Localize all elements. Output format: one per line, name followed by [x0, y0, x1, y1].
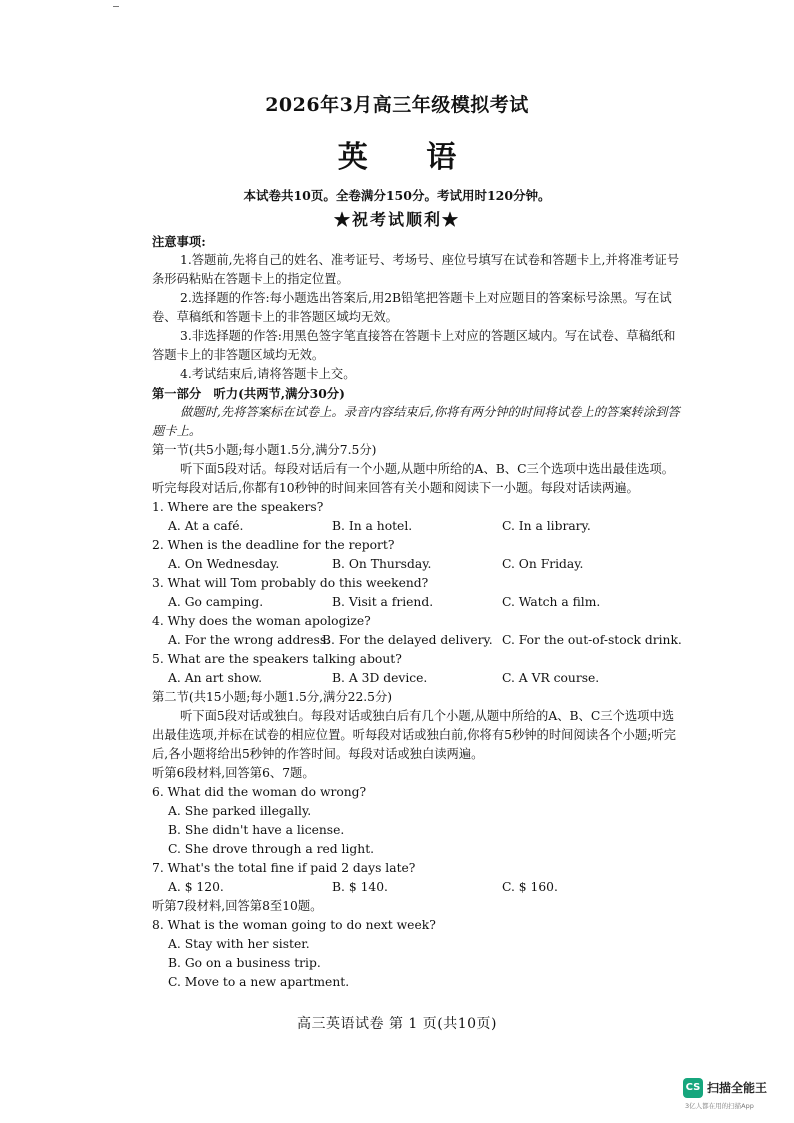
- cs-logo-icon: CS: [683, 1078, 703, 1098]
- notice-item-4: 4.考试结束后,请将答题卡上交。: [180, 367, 356, 381]
- question-6: 6. What did the woman do wrong?: [152, 785, 367, 799]
- scanner-watermark: [683, 1078, 783, 1114]
- question-3-options: [152, 593, 682, 612]
- question-2-options: [152, 555, 682, 574]
- section2-heading: 第二节(共15小题;每小题1.5分,满分22.5分): [152, 690, 393, 704]
- question-3: 3. What will Tom probably do this weekend?: [152, 576, 429, 590]
- option-a: A. At a café.: [168, 519, 244, 533]
- corner-mark: [113, 6, 119, 7]
- question-7-options: [152, 878, 682, 897]
- exam-info: 本试卷共10页。全卷满分150分。考试用时120分钟。: [243, 188, 551, 203]
- question-8-option-b: B. Go on a business trip.: [168, 956, 321, 970]
- option-c: C. Watch a film.: [502, 595, 601, 609]
- option-b: B. A 3D device.: [332, 671, 428, 685]
- material-7-label: 听第7段材料,回答第8至10题。: [152, 899, 323, 913]
- question-1-options: [152, 517, 682, 536]
- option-b: B. For the delayed delivery.: [322, 633, 493, 647]
- question-2: 2. When is the deadline for the report?: [152, 538, 395, 552]
- option-b: B. In a hotel.: [332, 519, 413, 533]
- notice-title: 注意事项:: [152, 234, 206, 249]
- question-8: 8. What is the woman going to do next week?: [152, 918, 436, 932]
- exam-title: 2026年3月高三年级模拟考试: [265, 94, 529, 116]
- option-a: A. An art show.: [168, 671, 263, 685]
- scanner-tagline: 3亿人都在用的扫描App: [685, 1102, 754, 1110]
- option-c: C. A VR course.: [502, 671, 600, 685]
- part1-note: 做题时,先将答案标在试卷上。录音内容结束后,你将有两分钟的时间将试卷上的答案转涂到答题卡上。: [152, 405, 680, 438]
- notice-item-2: 2.选择题的作答:每小题选出答案后,用2B铅笔把答题卡上对应题目的答案标号涂黑。写在试卷、草稿纸和答题卡上的非答题区域均无效。: [152, 291, 672, 324]
- option-b: B. On Thursday.: [332, 557, 432, 571]
- option-a: A. Go camping.: [168, 595, 264, 609]
- question-8-option-c: C. Move to a new apartment.: [168, 975, 350, 989]
- option-a: A. $ 120.: [168, 880, 224, 894]
- section1-heading: 第一节(共5小题;每小题1.5分,满分7.5分): [152, 443, 377, 457]
- question-7: 7. What's the total fine if paid 2 days late?: [152, 861, 416, 875]
- question-6-option-a: A. She parked illegally.: [168, 804, 312, 818]
- option-c: C. In a library.: [502, 519, 591, 533]
- option-c: C. For the out-of-stock drink.: [502, 633, 682, 647]
- scanner-app-name: 扫描全能王: [707, 1081, 768, 1095]
- option-c: C. On Friday.: [502, 557, 584, 571]
- question-6-option-c: C. She drove through a red light.: [168, 842, 375, 856]
- option-b: B. $ 140.: [332, 880, 388, 894]
- blessing-line: ★祝考试顺利★: [333, 210, 460, 229]
- section1-instructions: 听下面5段对话。每段对话后有一个小题,从题中所给的A、B、C三个选项中选出最佳选项。听完每段对话后,你都有10秒钟的时间来回答有关小题和阅读下一小题。每段对话读两遍。: [152, 462, 675, 495]
- exam-content: [152, 232, 682, 992]
- subject-title: 英 语: [337, 140, 481, 175]
- option-a: A. For the wrong address.: [168, 633, 331, 647]
- option-c: C. $ 160.: [502, 880, 558, 894]
- question-5-options: [152, 669, 682, 688]
- option-a: A. On Wednesday.: [168, 557, 280, 571]
- question-8-option-a: A. Stay with her sister.: [168, 937, 310, 951]
- page-footer: 高三英语试卷 第 1 页(共10页): [297, 1016, 497, 1032]
- question-6-option-b: B. She didn't have a license.: [168, 823, 345, 837]
- section2-instructions: 听下面5段对话或独白。每段对话或独白后有几个小题,从题中所给的A、B、C三个选项中选出最佳选项,并标在试卷的相应位置。听每段对话或独白前,你将有5秒钟的时间阅读各个小题;听完后,各小题将给出5秒钟的作答时间。每段对话或独白读两遍。: [152, 709, 676, 761]
- material-6-label: 听第6段材料,回答第6、7题。: [152, 766, 315, 780]
- notice-item-3: 3.非选择题的作答:用黑色签字笔直接答在答题卡上对应的答题区域内。写在试卷、草稿纸和答题卡上的非答题区域均无效。: [152, 329, 676, 362]
- question-1: 1. Where are the speakers?: [152, 500, 324, 514]
- question-4: 4. Why does the woman apologize?: [152, 614, 371, 628]
- option-b: B. Visit a friend.: [332, 595, 434, 609]
- question-5: 5. What are the speakers talking about?: [152, 652, 402, 666]
- question-4-options: [152, 631, 682, 650]
- notice-item-1: 1.答题前,先将自己的姓名、准考证号、考场号、座位号填写在试卷和答题卡上,并将准考证号条形码粘贴在答题卡上的指定位置。: [152, 253, 680, 286]
- part1-heading: 第一部分 听力(共两节,满分30分): [152, 386, 345, 401]
